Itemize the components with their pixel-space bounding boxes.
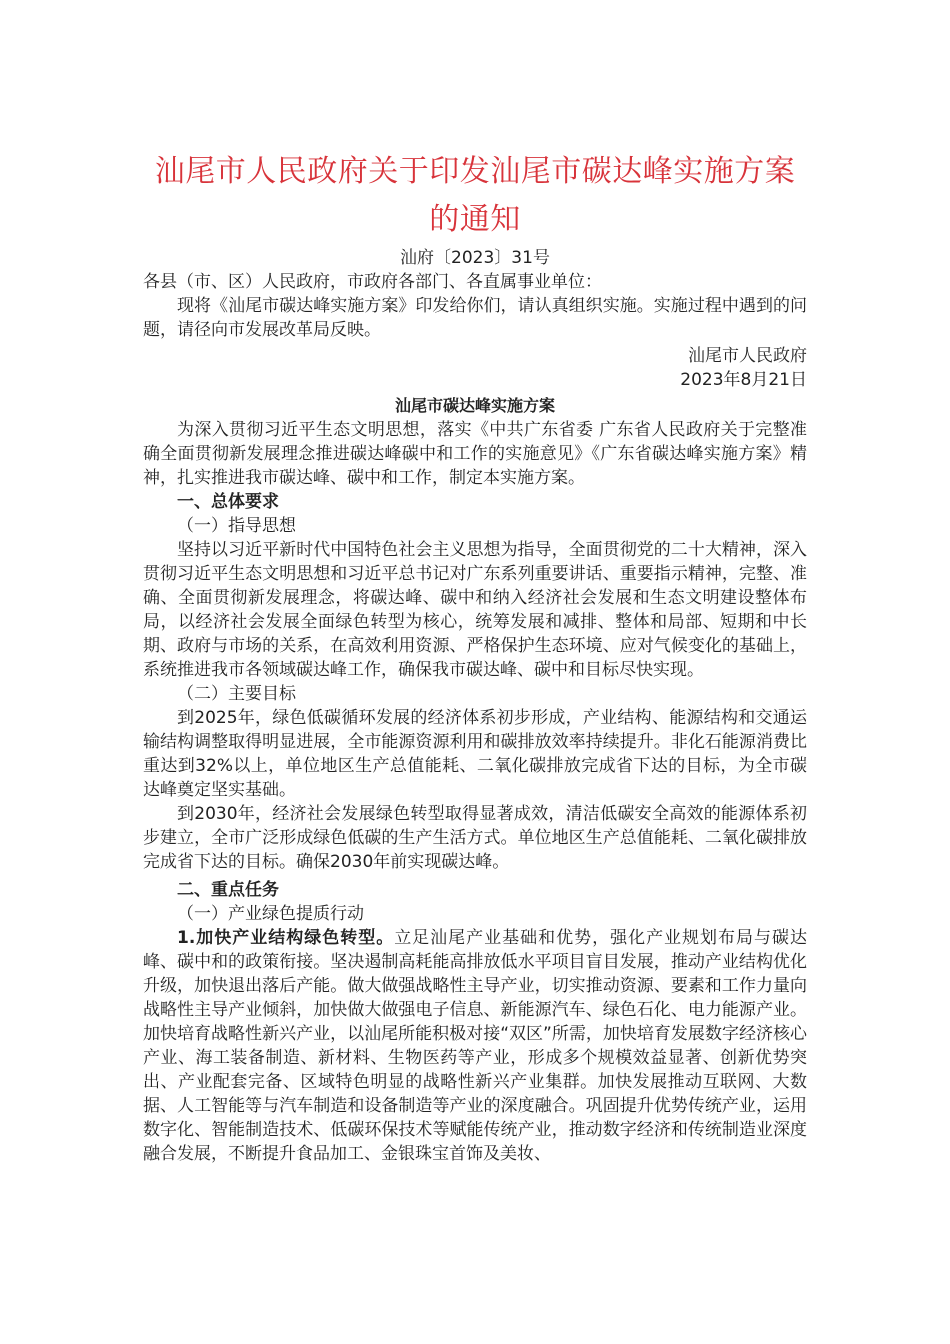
section-heading: 一、总体要求 xyxy=(177,492,279,512)
paragraph xyxy=(143,926,807,1166)
notice-title: 汕尾市人民政府关于印发汕尾市碳达峰实施方案的通知 xyxy=(154,154,796,237)
plan-intro: 为深入贯彻习近平生态文明思想，落实《中共广东省委 广东省人民政府关于完整准确全面贯彻新发展理念推进碳达峰碳中和工作的实施意见》《广东省碳达峰实施方案》精神，扎实推进我市碳达峰、碳中和工作，制定本实施方案。 xyxy=(143,420,807,488)
item-heading: 1.加快产业结构绿色转型。 xyxy=(177,928,395,948)
issue-date: 2023年8月21日 xyxy=(680,370,807,390)
addressee: 各县（市、区）人民政府，市政府各部门、各直属事业单位： xyxy=(143,272,602,292)
subsection-heading: （一）产业绿色提质行动 xyxy=(177,904,364,924)
paragraph: 坚持以习近平新时代中国特色社会主义思想为指导，全面贯彻党的二十大精神，深入贯彻习近平生态文明思想和习近平总书记对广东系列重要讲话、重要指示精神，完整、准确、全面贯彻新发展理念，将碳达峰、碳中和纳入经济社会发展和生态文明建设整体布局，以经济社会发展全面绿色转型为核心，统筹发展和减排、整体和局部、短期和中长期、政府与市场的关系，在高效利用资源、严格保护生态环境、应对气候变化的基础上，系统推进我市各领域碳达峰工作，确保我市碳达峰、碳中和目标尽快实现。 xyxy=(143,540,807,680)
subsection-heading: （二）主要目标 xyxy=(177,684,296,704)
issuer: 汕尾市人民政府 xyxy=(688,346,807,366)
paragraph: 到2030年，经济社会发展绿色转型取得显著成效，清洁低碳安全高效的能源体系初步建立，全市广泛形成绿色低碳的生产生活方式。单位地区生产总值能耗、二氧化碳排放完成省下达的目标。确保2030年前实现碳达峰。 xyxy=(143,804,807,872)
item-text: 立足汕尾产业基础和优势，强化产业规划布局与碳达峰、碳中和的政策衔接。坚决遏制高耗能高排放低水平项目盲目发展，推动产业结构优化升级，加快退出落后产能。做大做强战略性主导产业，切实推动资源、要素和工作力量向战略性主导产业倾斜，加快做大做强电子信息、新能源汽车、绿色石化、电力能源产业。加快培育战略性新兴产业，以汕尾所能积极对接“双区”所需，加快培育发展数字经济核心产业、海工装备制造、新材料、生物医药等产业，形成多个规模效益显著、创新优势突出、产业配套完备、区域特色明显的战略性新兴产业集群。加快发展推动互联网、大数据、人工智能等与汽车制造和设备制造等产业的深度融合。巩固提升优势传统产业，运用数字化、智能制造技术、低碳环保技术等赋能传统产业，推动数字经济和传统制造业深度融合发展，不断提升食品加工、金银珠宝首饰及美妆、 xyxy=(143,928,807,1164)
document-number: 汕府〔2023〕31号 xyxy=(400,248,550,268)
subsection-heading: （一）指导思想 xyxy=(177,516,296,536)
document-page xyxy=(143,148,807,1166)
plan-title: 汕尾市碳达峰实施方案 xyxy=(394,396,555,415)
paragraph: 到2025年，绿色低碳循环发展的经济体系初步形成，产业结构、能源结构和交通运输结构调整取得明显进展，全市能源资源利用和碳排放效率持续提升。非化石能源消费比重达到32%以上，单位地区生产总值能耗、二氧化碳排放完成省下达的目标，为全市碳达峰奠定坚实基础。 xyxy=(143,708,807,800)
section-heading: 二、重点任务 xyxy=(177,880,279,900)
notice-body: 现将《汕尾市碳达峰实施方案》印发给你们，请认真组织实施。实施过程中遇到的问题，请径向市发展改革局反映。 xyxy=(143,296,807,340)
